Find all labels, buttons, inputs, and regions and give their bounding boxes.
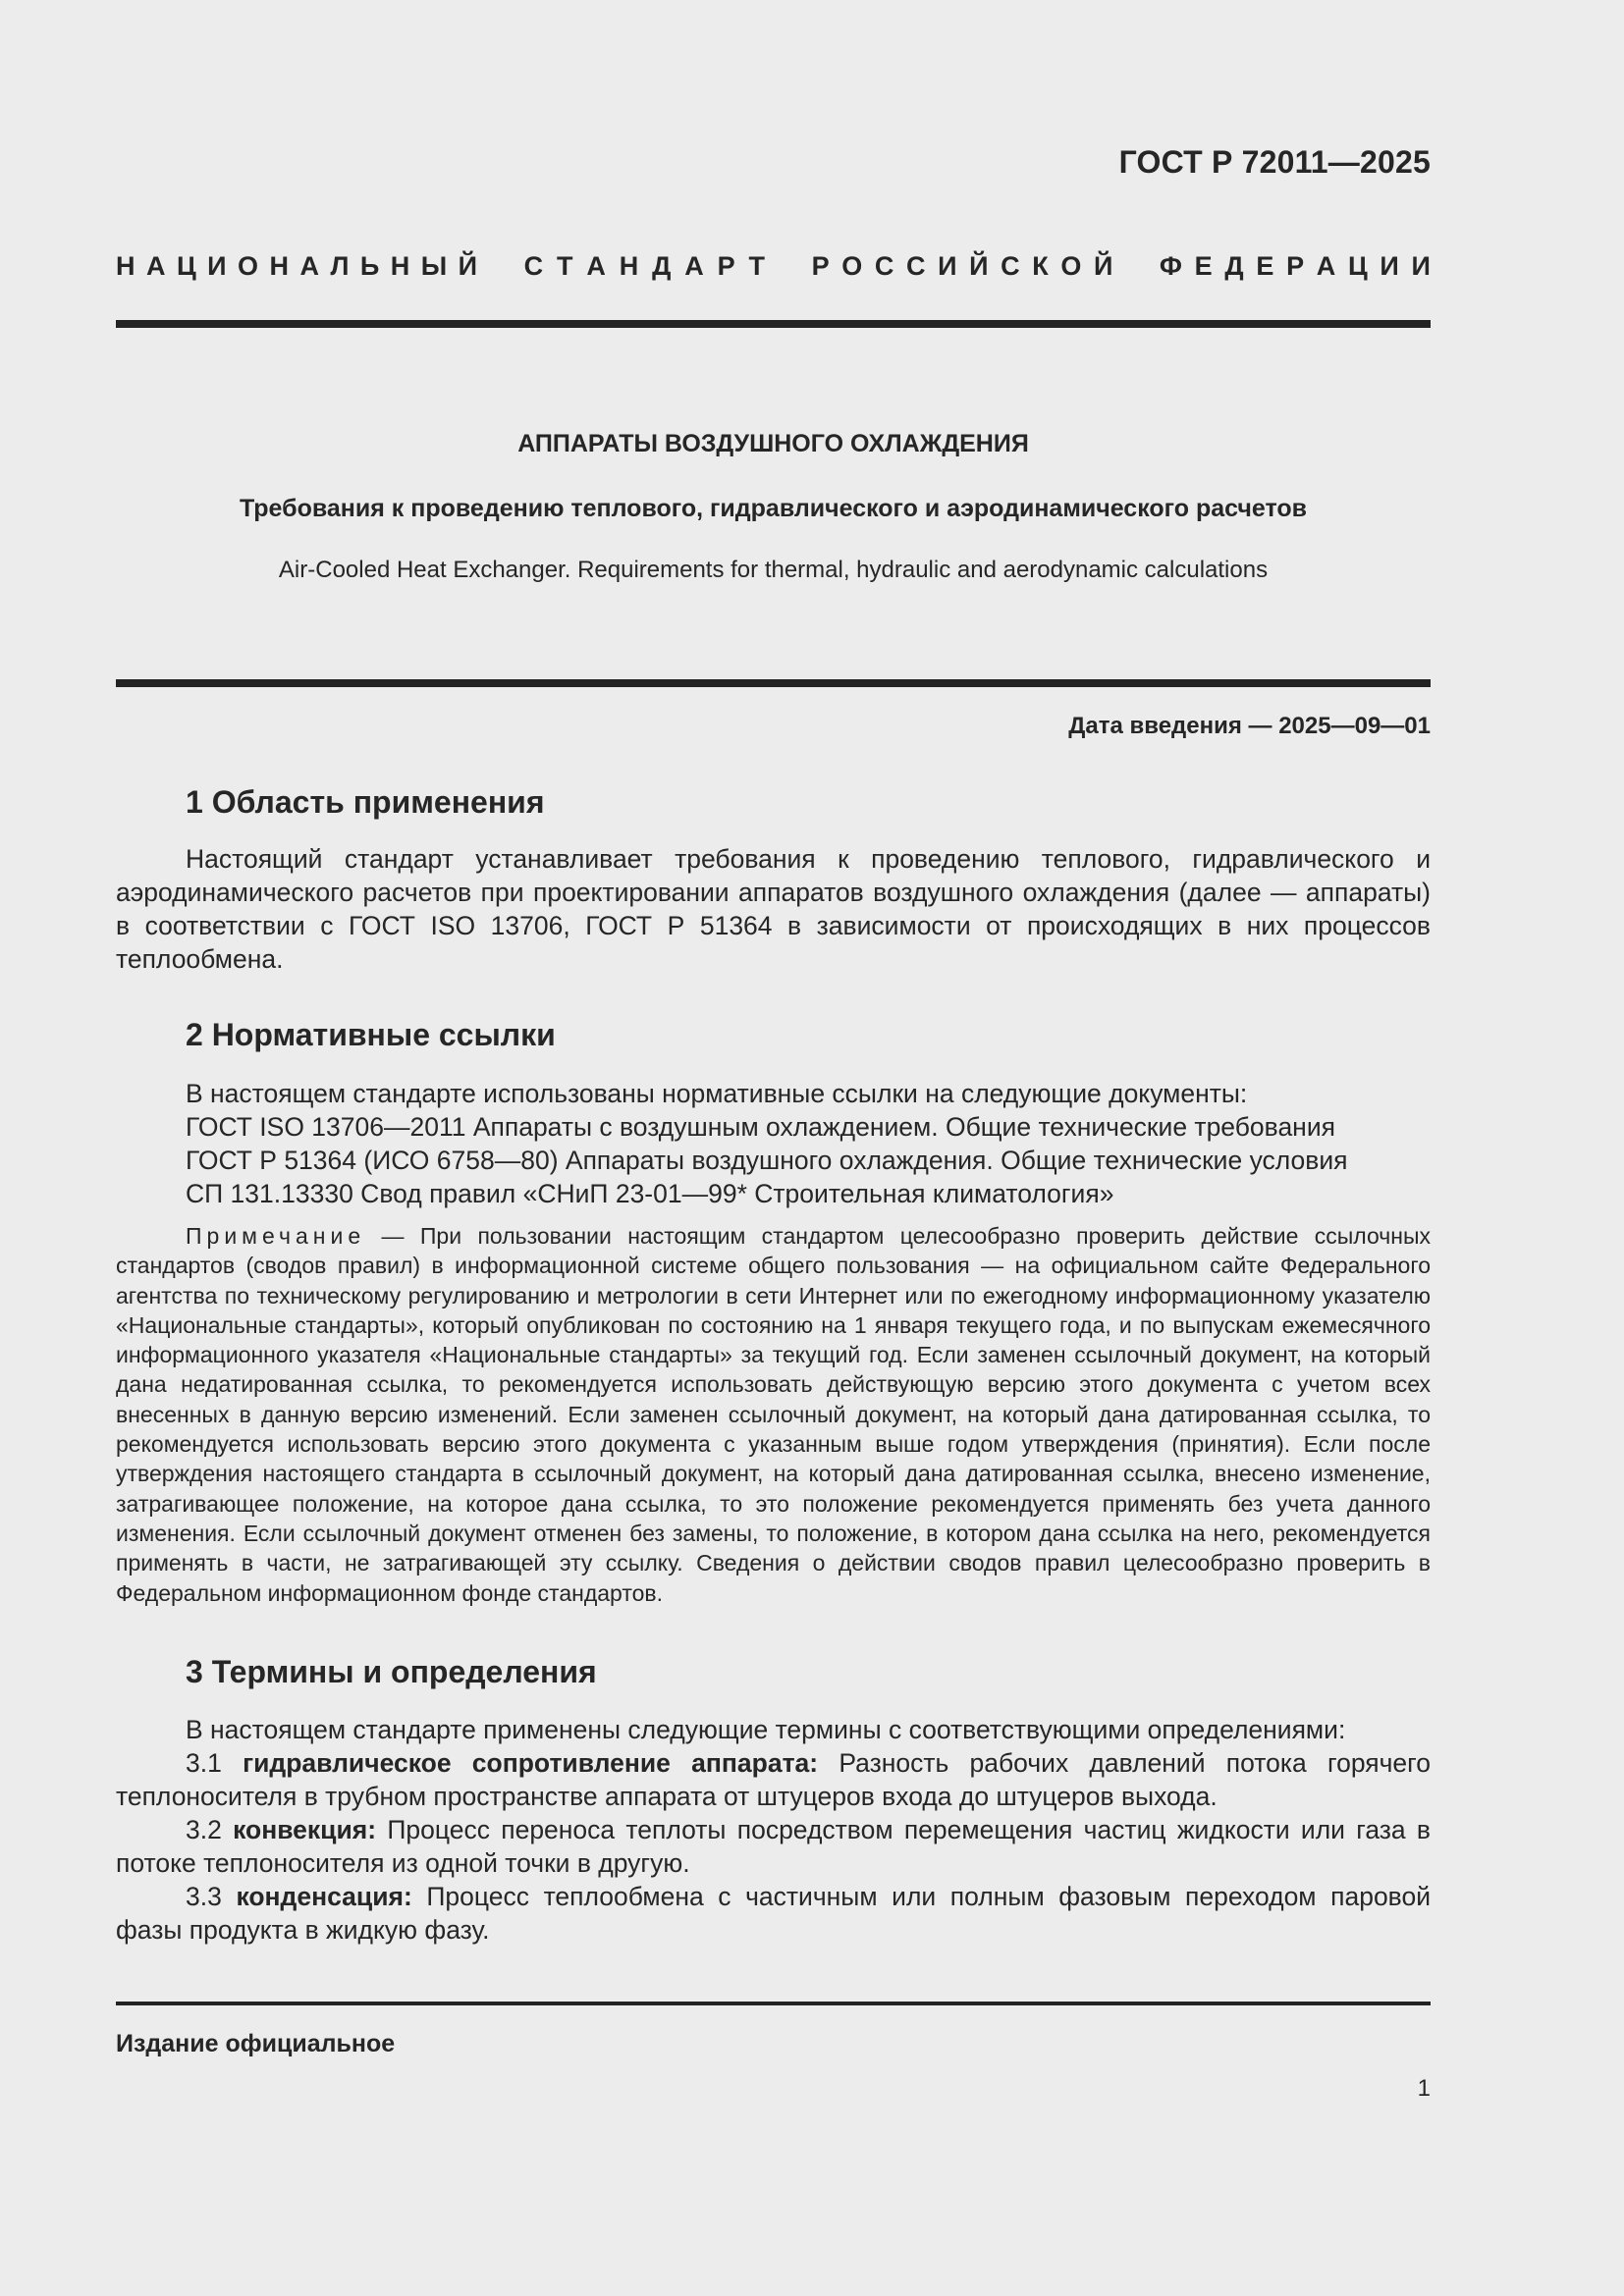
national-standard-word: С Т А Н Д А Р Т	[523, 251, 766, 281]
term-definition	[116, 1813, 1431, 1880]
term-name: конвекция:	[233, 1815, 377, 1844]
document-title-english: Air-Cooled Heat Exchanger. Requirements for thermal, hydraulic and aerodynamic calculations	[278, 557, 1269, 583]
term-number: 3.2	[186, 1815, 234, 1844]
page-number: 1	[1417, 2075, 1431, 2102]
introduction-date: Дата введения — 2025—09—01	[1068, 713, 1431, 739]
national-standard-word: Н А Ц И О Н А Л Ь Н Ы Й	[116, 251, 478, 281]
section-2-intro: В настоящем стандарте использованы нормативные ссылки на следующие документы:	[186, 1079, 1248, 1108]
section-2-note	[116, 1221, 1431, 1608]
term-text: Разность рабочих давлений потока горячего теплоносителя в трубном пространстве аппарата от штуцеров входа до штуцеров выхода.	[116, 1748, 1431, 1811]
section-2-heading: 2 Нормативные ссылки	[186, 1017, 556, 1052]
national-standard-word: Р О С С И Й С К О Й	[811, 251, 1113, 281]
normative-reference: СП 131.13330 Свод правил «СНиП 23-01—99* Строительная климатология»	[186, 1179, 1114, 1208]
note-text: — При пользовании настоящим стандартом целесообразно проверить действие ссылочных стандартов (сводов правил) в информационной системе общего пользования — на официальном сайте Федерального агентства по техническому регулированию и метрологии в сети Интернет или по ежегодному информационному указателю «Национальные стандарты», который опубликован по состоянию на 1 января текущего года, и по выпускам ежемесячного информационного указателя «Национальные стандарты» за текущий год. Если заменен ссылочный документ, на который дана недатированная ссылка, то рекомендуется использовать действующую версию этого документа с учетом всех внесенных в данную версию изменений. Если заменен ссылочный документ, на который дана датированная ссылка, то рекомендуется использовать версию этого документа с указанным выше годом утверждения (принятия). Если после утверждения настоящего стандарта в ссылочный документ, на который дана датированная ссылка, внесено изменение, затрагивающее положение, на которое дана ссылка, то это положение рекомендуется применять без учета данного изменения. Если ссылочный документ отменен без замены, то положение, в котором дана ссылка на него, рекомендуется применять в части, не затрагивающей эту ссылку. Сведения о действии сводов правил целесообразно проверить в Федеральном информационном фонде стандартов.	[116, 1223, 1431, 1606]
section-3-heading: 3 Термины и определения	[186, 1654, 597, 1689]
standard-code: ГОСТ Р 72011—2025	[1118, 144, 1431, 180]
term-definition	[116, 1746, 1431, 1813]
normative-reference: ГОСТ Р 51364 (ИСО 6758—80) Аппараты воздушного охлаждения. Общие технические условия	[186, 1146, 1348, 1175]
term-text: Процесс переноса теплоты посредством перемещения частиц жидкости или газа в потоке теплоносителя из одной точки в другую.	[116, 1815, 1432, 1878]
note-label: Примечание	[186, 1223, 366, 1249]
title-divider	[116, 679, 1431, 687]
term-text: Процесс теплообмена с частичным или полным фазовым переходом паровой фазы продукта в жидкую фазу.	[116, 1882, 1431, 1945]
document-title: АППАРАТЫ ВОЗДУШНОГО ОХЛАЖДЕНИЯ	[517, 430, 1029, 457]
national-standard-word: Ф Е Д Е Р А Ц И И	[1159, 251, 1431, 281]
top-divider	[116, 320, 1431, 328]
term-number: 3.3	[186, 1882, 237, 1911]
term-number: 3.1	[186, 1748, 244, 1778]
national-standard-title	[116, 251, 1431, 282]
term-name: гидравлическое сопротивление аппарата:	[243, 1748, 819, 1778]
footer-divider	[116, 2002, 1431, 2005]
term-definition	[116, 1880, 1431, 1947]
normative-reference: ГОСТ ISO 13706—2011 Аппараты с воздушным охлаждением. Общие технические требования	[186, 1112, 1335, 1142]
official-edition-label: Издание официальное	[116, 2030, 396, 2057]
section-1-text: Настоящий стандарт устанавливает требования к проведению теплового, гидравлического и аэродинамического расчетов при проектировании аппаратов воздушного охлаждения (далее — аппараты) в соответствии с ГОСТ ISO 13706, ГОСТ Р 51364 в зависимости от происходящих в них процессов теплообмена.	[116, 844, 1431, 974]
section-1-heading: 1 Область применения	[186, 784, 545, 820]
term-name: конденсация:	[236, 1882, 412, 1911]
document-subtitle: Требования к проведению теплового, гидравлического и аэродинамического расчетов	[239, 495, 1308, 522]
section-3-intro: В настоящем стандарте применены следующие термины с соответствующими определениями:	[186, 1715, 1346, 1744]
